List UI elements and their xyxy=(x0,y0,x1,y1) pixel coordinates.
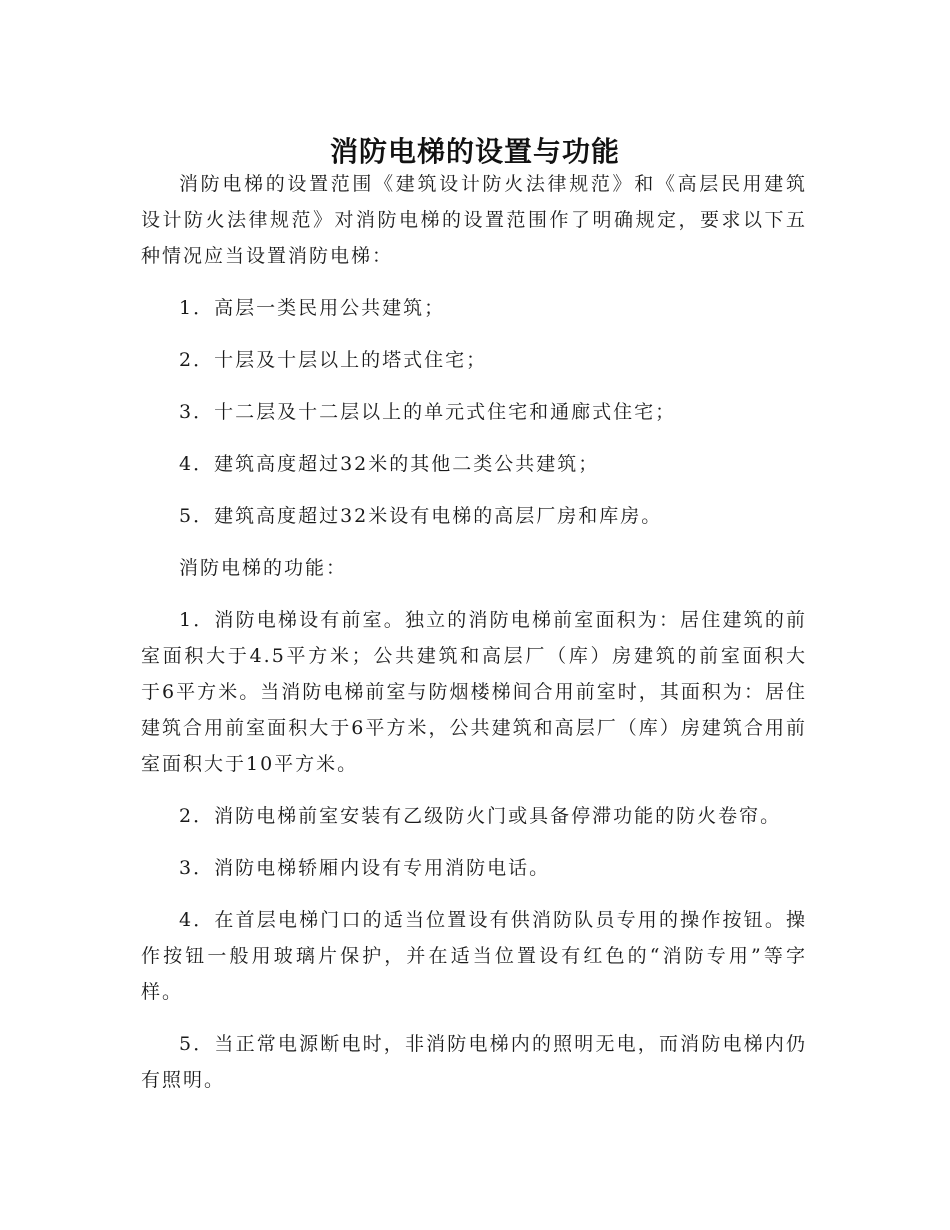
paragraph-function-4: 4．在首层电梯门口的适当位置设有供消防队员专用的操作按钮。操作按钮一般用玻璃片保护，并在适当位置设有红色的“消防专用”等字样。 xyxy=(141,909,807,1003)
paragraph-item-3: 3．十二层及十二层以上的单元式住宅和通廊式住宅； xyxy=(179,401,677,423)
paragraph-function-heading: 消防电梯的功能： xyxy=(179,557,348,579)
paragraph-function-5: 5．当正常电源断电时，非消防电梯内的照明无电，而消防电梯内仍有照明。 xyxy=(141,1033,807,1091)
paragraph-item-5: 5．建筑高度超过32米设有电梯的高层厂房和库房。 xyxy=(179,505,663,527)
paragraph-intro: 消防电梯的设置范围《建筑设计防火法律规范》和《高层民用建筑设计防火法律规范》对消防电梯的设置范围作了明确规定，要求以下五种情况应当设置消防电梯： xyxy=(141,173,807,267)
paragraph-function-2: 2．消防电梯前室安装有乙级防火门或具备停滞功能的防火卷帘。 xyxy=(179,805,782,827)
document-body xyxy=(141,166,807,1114)
paragraph-item-2: 2．十层及十层以上的塔式住宅； xyxy=(179,349,488,371)
paragraph-function-3: 3．消防电梯轿厢内设有专用消防电话。 xyxy=(179,857,551,879)
paragraph-item-4: 4．建筑高度超过32米的其他二类公共建筑； xyxy=(179,453,600,475)
paragraph-item-1: 1．高层一类民用公共建筑； xyxy=(179,297,446,319)
document-title: 消防电梯的设置与功能 xyxy=(329,134,620,168)
paragraph-function-1: 1．消防电梯设有前室。独立的消防电梯前室面积为：居住建筑的前室面积大于4.5平方米；公共建筑和高层厂（库）房建筑的前室面积大于6平方米。当消防电梯前室与防烟楼梯间合用前室时，其面积为：居住建筑合用前室面积大于6平方米，公共建筑和高层厂（库）房建筑合用前室面积大于10平方米。 xyxy=(141,609,807,775)
